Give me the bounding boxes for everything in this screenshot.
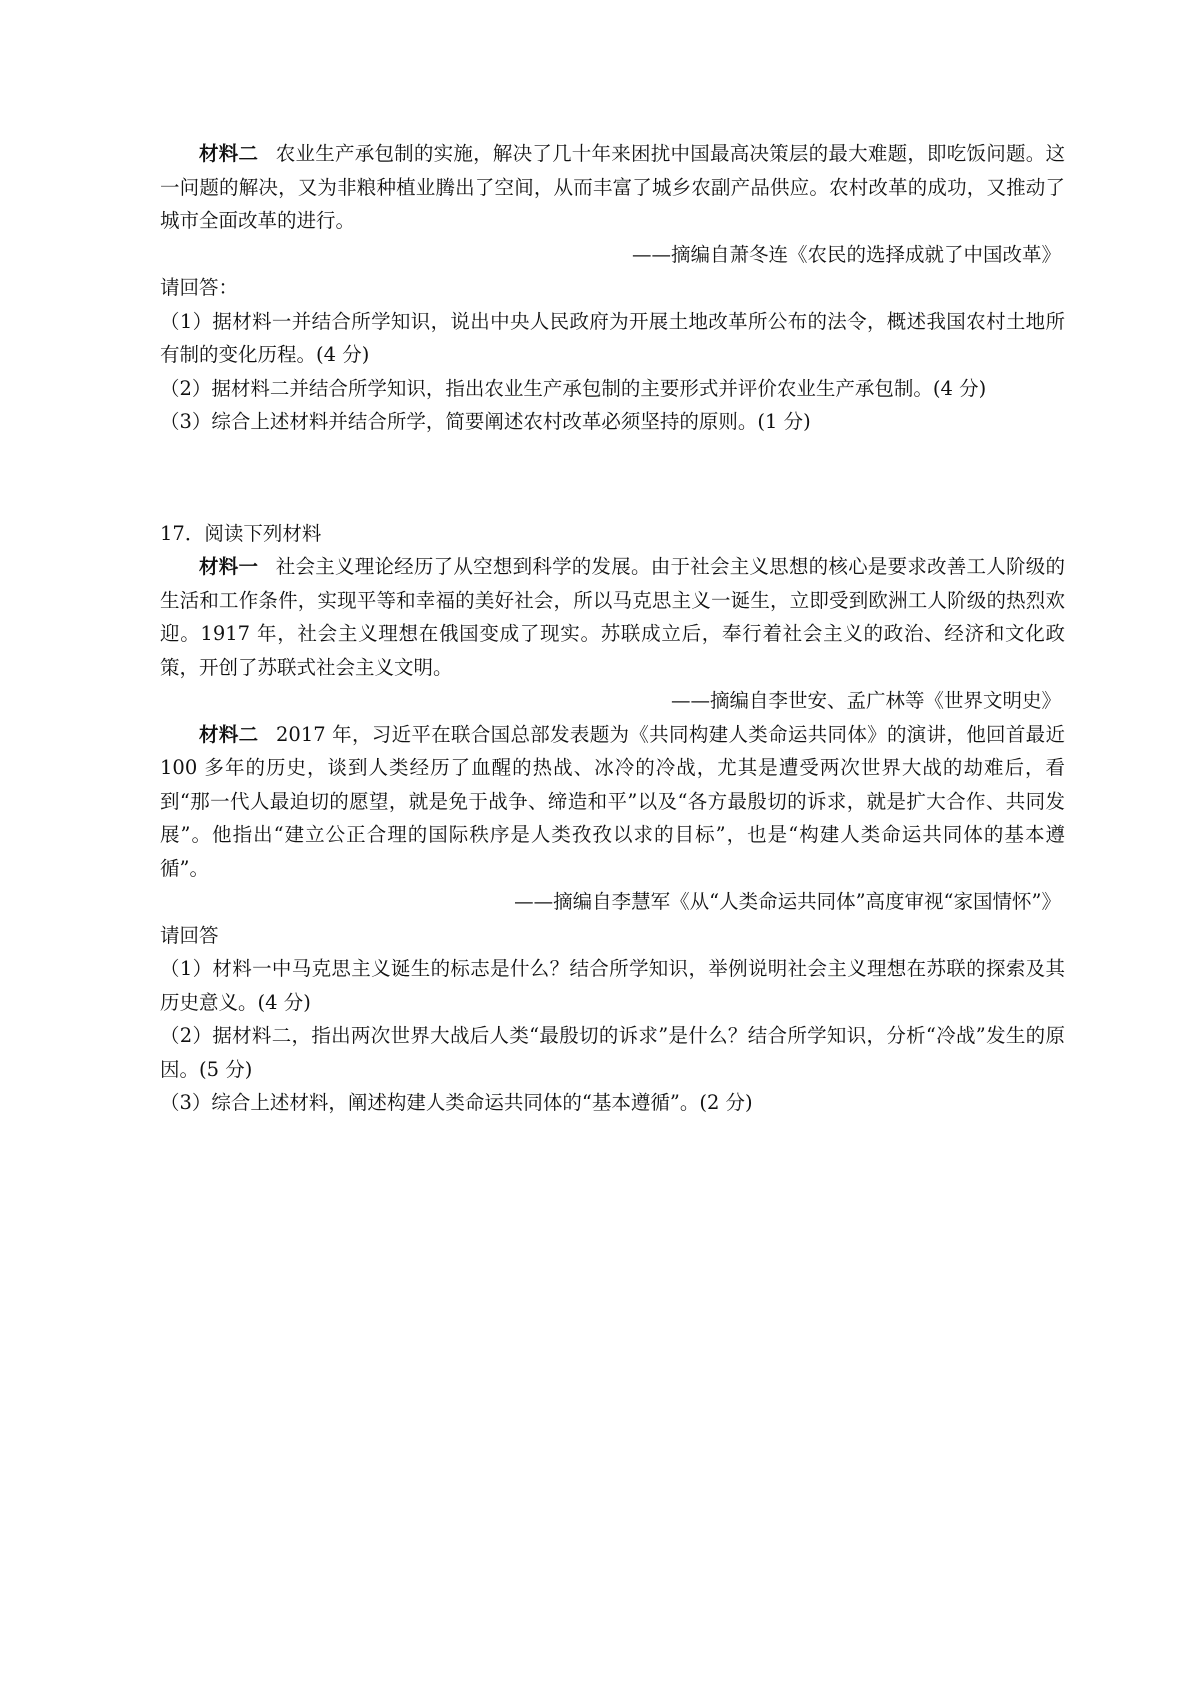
q16-question-3: （3）综合上述材料并结合所学，简要阐述农村改革必须坚持的原则。(1 分) xyxy=(160,410,811,433)
q16-material2 xyxy=(160,137,1065,238)
q16-question-2: （2）据材料二并结合所学知识，指出农业生产承包制的主要形式并评价农业生产承包制。(4 分) xyxy=(160,376,987,400)
q17-material1-text: 社会主义理论经历了从空想到科学的发展。由于社会主义思想的核心是要求改善工人阶级的生活和工作条件，实现平等和幸福的美好社会，所以马克思主义一诞生，立即受到欧洲工人阶级的热烈欢迎。1917 年，社会主义理想在俄国变成了现实。苏联成立后，奉行着社会主义的政治、经济和文化政策，开创了苏联式社会主义文明。 xyxy=(160,555,1065,679)
q17-material1-source: ——摘编自李世安、孟广林等《世界文明史》 xyxy=(670,689,1061,712)
q16-material2-text: 农业生产承包制的实施，解决了几十年来困扰中国最高决策层的最大难题，即吃饭问题。这一问题的解决，又为非粮种植业腾出了空间，从而丰富了城乡农副产品供应。农村改革的成功，又推动了城市全面改革的进行。 xyxy=(160,142,1065,232)
q16-question-1: （1）据材料一并结合所学知识，说出中央人民政府为开展土地改革所公布的法令，概述我国农村土地所有制的变化历程。(4 分) xyxy=(160,309,1065,366)
q16-material2-label: 材料二 xyxy=(199,142,259,165)
q16-material2-source: ——摘编自萧冬连《农民的选择成就了中国改革》 xyxy=(631,242,1061,266)
q17-title: 17．阅读下列材料 xyxy=(160,521,322,545)
q17-question-1: （1）材料一中马克思主义诞生的标志是什么？结合所学知识，举例说明社会主义理想在苏联的探索及其历史意义。(4 分) xyxy=(160,957,1065,1014)
q17-prompt: 请回答 xyxy=(160,923,219,947)
q17-material2 xyxy=(160,718,1065,886)
section-gap xyxy=(160,439,1065,517)
q17-material1 xyxy=(160,550,1065,684)
q17-material2-text: 2017 年，习近平在联合国总部发表题为《共同构建人类命运共同体》的演讲，他回首最近 100 多年的历史，谈到人类经历了血醒的热战、冰冷的冷战，尤其是遭受两次世界大战的劫难后，看到“那一代人最迫切的愿望，就是免于战争、缔造和平”以及“各方最殷切的诉求，就是扩大合作、共同发展”。他指出“建立公正合理的国际秩序是人类孜孜以求的目标”，也是“构建人类命运共同体的基本遵循”。 xyxy=(160,722,1065,880)
page-content xyxy=(160,137,1065,1120)
q17-material2-source: ——摘编自李慧军《从“人类命运共同体”高度审视“家国情怀”》 xyxy=(514,890,1061,913)
q17-material2-label: 材料二 xyxy=(199,722,259,746)
q17-material1-label: 材料一 xyxy=(199,555,259,578)
q17-question-3: （3）综合上述材料，阐述构建人类命运共同体的“基本遵循”。(2 分) xyxy=(160,1091,753,1114)
q16-prompt: 请回答： xyxy=(160,276,239,299)
q17-question-2: （2）据材料二，指出两次世界大战后人类“最殷切的诉求”是什么？结合所学知识，分析“冷战”发生的原因。(5 分) xyxy=(160,1024,1065,1081)
